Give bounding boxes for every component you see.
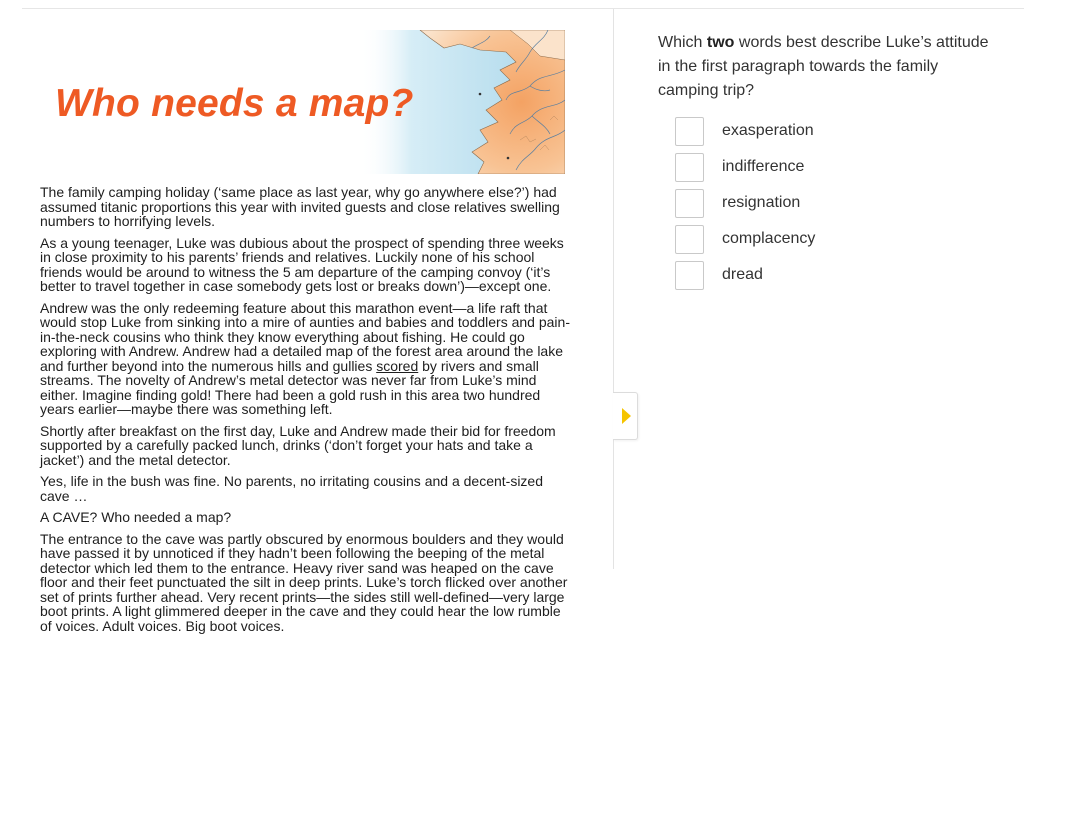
option-complacency[interactable] [675,221,815,257]
passage-paragraph-3 [40,301,570,417]
checkbox[interactable] [675,225,704,254]
checkbox[interactable] [675,189,704,218]
expand-passage-button[interactable] [613,392,638,440]
passage-title: Who needs a map? [55,82,414,125]
option-label: resignation [722,194,801,211]
passage-paragraph-5: Yes, life in the bush was fine. No parents, no irritating cousins and a decent-sized cave … [40,473,543,504]
question-text [658,31,1003,103]
checkbox[interactable] [675,261,704,290]
checkbox[interactable] [675,117,704,146]
passage-paragraph-7: The entrance to the cave was partly obscured by enormous boulders and they would have passed it by unnoticed if they hadn’t been following the beeping of the metal detector which led them to the entrance. Heavy river sand was heaped on the cave floor and their feet punctuated the silt in deep prints. Luke’s torch flicked over another set of prints further ahead. Very recent prints—the sides still well-defined—very large boot prints. A light glimmered deeper in the cave and they could hear the low rumble of voices. Adult voices. Big boot voices. [40,530,568,634]
option-label: indifference [722,158,805,175]
option-label: dread [722,266,763,283]
passage-body [40,185,570,640]
option-exasperation[interactable] [675,113,815,149]
passage-paragraph-2: As a young teenager, Luke was dubious about the prospect of spending three weeks in close proximity to his parents’ friends and relatives. Luckily none of his school friends would be around to witness the 5 am departure of the camping convoy (‘it’s better to travel together in case somebody gets lost or breaks down’)—except one. [40,234,564,294]
passage-paragraph-6: A CAVE? Who needed a map? [40,509,232,525]
question-prefix: Which [658,34,707,51]
question-emphasis: two [706,34,735,51]
answer-options [675,113,815,293]
option-dread[interactable] [675,257,815,293]
option-label: exasperation [722,122,814,139]
option-resignation[interactable] [675,185,815,221]
option-indifference[interactable] [675,149,815,185]
paragraph-3-text-a: Andrew was the only redeeming feature about this marathon event—a life raft that would stop Luke from sinking into a mire of aunties and babies and toddlers and pain-in-the-neck cousins who think they know everything about fishing. He could go exploring with Andrew. Andrew had a detailed map of the forest area around the lake and further beyond into the numerous hills and gullies [40,299,570,374]
panel-divider [613,9,614,569]
question-suffix: words best describe Luke’s attitude in the first paragraph towards the family camping trip? [658,34,989,99]
expand-arrow-icon [622,408,631,424]
paragraph-3-text-b: by rivers and small streams. The novelty of Andrew’s metal detector was never far from Luke’s mind either. Imagine finding gold! There had been a gold rush in this area two hundred years earlier—maybe there was something left. [40,357,541,417]
option-label: complacency [722,230,816,247]
passage-paragraph-4: Shortly after breakfast on the first day, Luke and Andrew made their bid for freedom supported by a carefully packed lunch, drinks (‘don’t forget your hats and take a jacket’) and the metal detector. [40,422,556,468]
underlined-word: scored [376,357,419,374]
checkbox[interactable] [675,153,704,182]
passage-paragraph-1: The family camping holiday (‘same place as last year, why go anywhere else?’) had assumed titanic proportions this year with invited guests and close relatives swelling numbers to horrifying levels. [40,184,560,229]
